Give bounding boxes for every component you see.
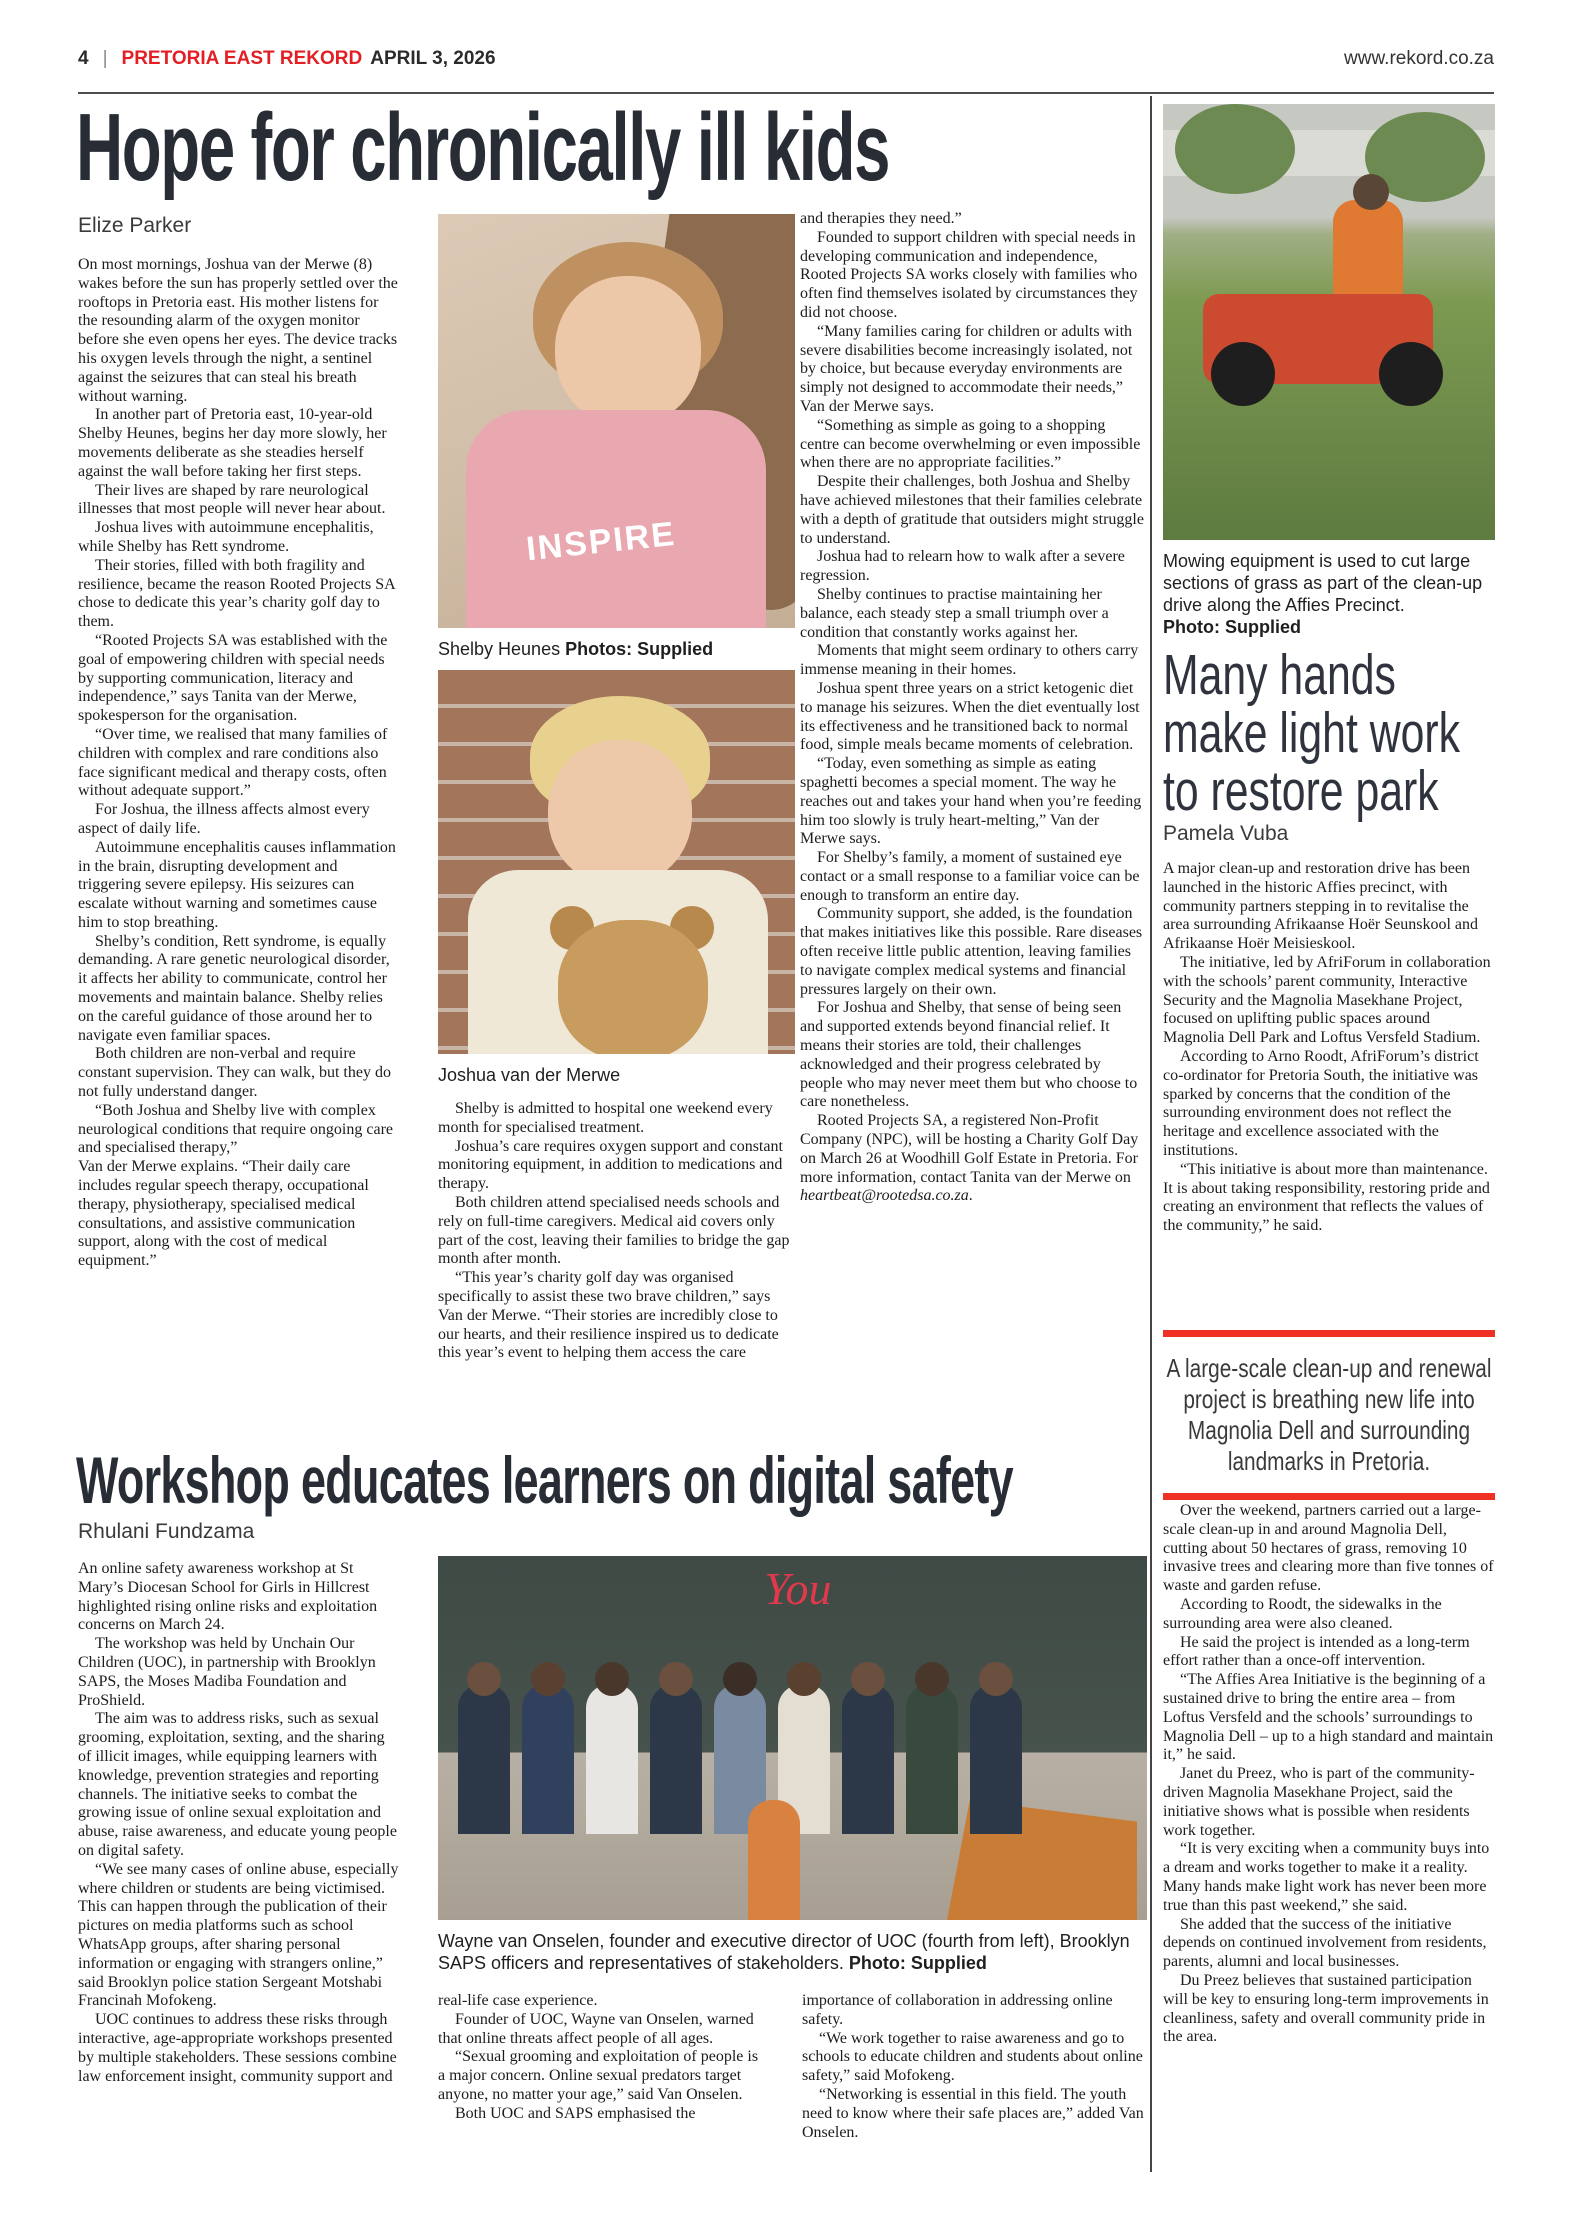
paragraph: According to Arno Roodt, AfriForum’s district co-ordinator for Pretoria South, the initiative was sparked by concerns that the condition of the surrounding environment does not reflect the heritage and excellence associated with the institutions. <box>1163 1047 1479 1159</box>
paragraph: A major clean-up and restoration drive has been launched in the historic Affies precinct, with community partners stepping in to revitalise the area surrounding Afrikaanse Hoër Seunskool and Afrikaanse Hoër Meisieskool. <box>1163 860 1479 953</box>
person-silhouette <box>842 1684 894 1834</box>
paragraph: “Over time, we realised that many families of children with complex and rare conditions also face significant medical and therapy costs, often without adequate support.” <box>78 725 388 800</box>
person-silhouette <box>650 1684 702 1834</box>
person-silhouette <box>970 1684 1022 1834</box>
caption-credit: Photos: Supplied <box>565 639 714 659</box>
paragraph: The aim was to address risks, such as sexual grooming, exploitation, sexting, and the sharing of illicit images, while equipping learners with knowledge, prevention strategies and reporting channels. The initiative seeks to combat the growing issue of online sexual exploitation and abuse, raise awareness, and educate young people on digital safety. <box>78 1710 397 1859</box>
person-head-shape <box>979 1662 1013 1696</box>
person-silhouette <box>586 1684 638 1834</box>
column-divider <box>1150 96 1152 2172</box>
person-silhouette <box>906 1684 958 1834</box>
paragraph: The initiative, led by AfriForum in collaboration with the schools’ parent community, Interactive Security and the Magnolia Masekhane Project, focused on uplifting public spaces around Magnolia Dell Park and Loftus Versfeld Stadium. <box>1163 953 1491 1047</box>
person-silhouette <box>458 1684 510 1834</box>
park-body-2 <box>1163 1502 1495 2170</box>
paragraph: Both children are non-verbal and require constant supervision. They can walk, but they do not fully understand danger. <box>78 1045 391 1101</box>
paragraph: For Shelby’s family, a moment of sustained eye contact or a small response to a familiar voice can be enough to transform an entire day. <box>800 849 1140 904</box>
paragraph: real-life case experience. <box>438 1992 598 2009</box>
pull-quote-text: A large-scale clean-up and renewal project is breathing new life into Magnolia Dell and surrounding landmarks in Pretoria. <box>1166 1353 1492 1476</box>
paragraph: According to Roodt, the sidewalks in the surrounding area were also cleaned. <box>1163 1595 1442 1632</box>
caption-credit: Photo: Supplied <box>1163 617 1301 637</box>
paragraph: UOC continues to address these risks through interactive, age-appropriate workshops presented by multiple stakeholders. These sessions combine law enforcement insight, community support and <box>78 2011 397 2085</box>
caption-text: Joshua van der Merwe <box>438 1065 621 1085</box>
page-header <box>78 48 1494 82</box>
paragraph: “Both Joshua and Shelby live with complex neurological conditions that require ongoing care and specialised therapy,” <box>78 1101 394 1157</box>
teddy-bear-shape <box>558 920 708 1054</box>
workshop-byline: Rhulani Fundzama <box>78 1520 255 1543</box>
workshop-column-2 <box>438 1992 760 2192</box>
person-head-shape <box>851 1662 885 1696</box>
wall-banner-text: You <box>764 1563 832 1614</box>
paragraph: Their lives are shaped by rare neurological illnesses that most people will never hear about. <box>78 481 386 518</box>
person-head-shape <box>659 1662 693 1696</box>
paragraph: Founded to support children with special needs in developing communication and independence, Rooted Projects SA works closely with families who often find themselves isolated by circumstances they did not choose. <box>800 228 1138 321</box>
paragraph: Du Preez believes that sustained participation will be key to ensuring long-term improvements in cleanliness, safety and overall community pride in the area. <box>1163 1971 1489 2046</box>
paragraph: Joshua lives with autoimmune encephalitis, while Shelby has Rett syndrome. <box>78 519 374 555</box>
paragraph: “We work together to raise awareness and go to schools to educate children and students about online safety,” said Mofokeng. <box>802 2029 1143 2085</box>
paragraph: “Many families caring for children or adults with severe disabilities become increasingly isolated, not by choice, but because everyday environments are simply not designed to accommodate their needs,” Van der Merwe says. <box>800 322 1133 415</box>
page-number: 4 <box>78 48 89 69</box>
paragraph: and therapies they need.” <box>800 210 962 227</box>
paragraph: Joshua had to relearn how to walk after a severe regression. <box>800 548 1125 585</box>
person-head-shape <box>915 1662 949 1696</box>
workshop-article-title: Workshop educates learners on digital safety <box>76 1443 1013 1517</box>
masthead: PRETORIA EAST REKORD <box>121 48 363 69</box>
rider-head-shape <box>1353 174 1389 210</box>
paragraph: Moments that might seem ordinary to others carry immense meaning in their homes. <box>800 642 1139 679</box>
paragraph: On most mornings, Joshua van der Merwe (8) wakes before the sun has properly settled over the rooftops in Pretoria east. His mother listens for the resounding alarm of the oxygen monitor before she even opens her eyes. The device tracks his oxygen levels through the night, a sentinel against the seizures that can steal his breath without warning. <box>78 256 398 405</box>
shirt-shape <box>466 410 766 628</box>
caption-text: Shelby Heunes <box>438 639 566 659</box>
paragraph: For Joshua and Shelby, that sense of being seen and supported extends beyond financial relief. It means their stories are told, their challenges acknowledged and their progress celebrated by people who may never meet them but who choose to care nonetheless. <box>800 999 1138 1111</box>
person-head-shape <box>595 1662 629 1696</box>
photo-workshop-caption <box>438 1930 1147 1974</box>
paragraph: Joshua spent three years on a strict ketogenic diet to manage his seizures. When the diet eventually lost its effectiveness and he transitioned back to normal food, simple meals became moments of celebration. <box>800 679 1140 754</box>
photo-shelby-heunes <box>438 214 795 628</box>
paragraph: Shelby continues to practise maintaining her balance, each steady step a small triumph over a condition that constantly works against her. <box>800 585 1109 641</box>
paragraph: “We see many cases of online abuse, especially where children or students are being victimised. This can happen through the publication of their pictures on media platforms such as school WhatsApp groups, after sharing personal information or engaging with strangers online,” said Brooklyn police station Sergeant Motshabi Francinah Mofokeng. <box>78 1860 399 2010</box>
photo-joshua-caption <box>438 1064 795 1086</box>
paragraph: Despite their challenges, both Joshua and Shelby have achieved milestones that their families celebrate with a depth of gratitude that outsiders might struggle to understand. <box>800 473 1144 547</box>
issue-date: APRIL 3, 2026 <box>370 48 496 69</box>
paragraph <box>800 1112 1147 1206</box>
paragraph: Community support, she added, is the foundation that makes initiatives like this possible. Rare diseases often receive little public attention, leaving families to navigate complex medical systems and financial pressures largely on their own. <box>800 905 1143 998</box>
header-separator: | <box>102 48 108 69</box>
hope-column-1 <box>78 256 400 1438</box>
paragraph: He said the project is intended as a long-term effort rather than a once-off intervention. <box>1163 1633 1470 1670</box>
hope-column-2 <box>438 1100 795 1444</box>
person-silhouette <box>522 1684 574 1834</box>
paragraph: Van der Merwe explains. “Their daily care includes regular speech therapy, occupational therapy, physiotherapy, specialised medical consultations, and assistive communication support, along with the cost of medical equipment.” <box>78 1158 369 1270</box>
hope-article-title: Hope for chronically ill kids <box>76 94 890 201</box>
paragraph: Over the weekend, partners carried out a large-scale clean-up in and around Magnolia Dell, cutting about 50 hectares of grass, removing 10 invasive trees and clearing more than five tonnes of waste and garden refuse. <box>1163 1502 1494 1595</box>
workshop-column-1 <box>78 1560 400 2172</box>
caption-text: Wayne van Onselen, founder and executive director of UOC (fourth from left), Brooklyn SAPS officers and representatives of stakeholders. <box>438 1931 1130 1973</box>
park-byline: Pamela Vuba <box>1163 822 1289 845</box>
paragraph: “Sexual grooming and exploitation of people is a major concern. Online sexual predators target anyone, no matter your age,” said Van Onselen. <box>438 2048 759 2103</box>
contact-text-end: . <box>968 1187 973 1205</box>
paragraph: “This year’s charity golf day was organised specifically to assist these two brave children,” says Van der Merwe. “Their stories are incredibly close to our hearts, and their resilience inspired us to dedicate this year’s event to helping them access the care <box>438 1269 779 1362</box>
photo-mowing-equipment <box>1163 104 1495 540</box>
paragraph: “Something as simple as going to a shopping centre can become overwhelming or even impossible when there are no appropriate facilities.” <box>800 416 1141 472</box>
paragraph: For Joshua, the illness affects almost every aspect of daily life. <box>78 801 370 837</box>
photo-shelby-caption <box>438 638 795 660</box>
hope-column-3 <box>800 210 1147 1444</box>
person-head-shape <box>787 1662 821 1696</box>
paragraph: Shelby’s condition, Rett syndrome, is equally demanding. A rare genetic neurological disorder, it affects her ability to communicate, control her movements and maintain balance. Shelby relies on the careful guidance of those around her to navigate even familiar spaces. <box>78 932 390 1044</box>
paragraph: Joshua’s care requires oxygen support and constant monitoring equipment, in addition to medications and therapy. <box>438 1137 783 1193</box>
paragraph: “It is very exciting when a community buys into a dream and works together to make it a reality. Many hands make light work has never been more true than this past weekend,” she said. <box>1163 1840 1490 1914</box>
photo-workshop-group <box>438 1556 1147 1920</box>
tree-shape <box>1175 104 1295 194</box>
contact-email[interactable]: heartbeat@rootedsa.co.za <box>800 1187 969 1205</box>
paragraph: importance of collaboration in addressing online safety. <box>802 1992 1113 2028</box>
face-shape <box>548 740 692 886</box>
paragraph: “Rooted Projects SA was established with the goal of empowering children with special needs by supporting communication, literacy and independence,” says Tanita van der Merwe, spokesperson for the organisation. <box>78 631 388 725</box>
caption-credit: Photo: Supplied <box>848 1953 987 1973</box>
wheel-shape <box>1379 342 1443 406</box>
wheel-shape <box>1211 342 1275 406</box>
paragraph: The workshop was held by Unchain Our Children (UOC), in partnership with Brooklyn SAPS, the Moses Madiba Foundation and ProShield. <box>78 1635 376 1709</box>
person-head-shape <box>531 1662 565 1696</box>
workshop-column-3 <box>802 1992 1147 2192</box>
paragraph: Both children attend specialised needs schools and rely on full-time caregivers. Medical aid covers only part of the cost, leaving their families to bridge the gap month after month. <box>438 1193 790 1268</box>
paragraph: Their stories, filled with both fragility and resilience, became the reason Rooted Projects SA chose to dedicate this year’s charity golf day to them. <box>78 556 395 631</box>
photo-mower-caption <box>1163 550 1495 638</box>
hope-column-3-paragraphs <box>800 210 1147 1112</box>
paragraph: Founder of UOC, Wayne van Onselen, warned that online threats affect people of all ages. <box>438 2010 754 2047</box>
park-article-title: Many hands make light work to restore park <box>1163 643 1460 823</box>
hope-byline: Elize Parker <box>78 214 192 237</box>
contact-text: Rooted Projects SA, a registered Non-Profit Company (NPC), will be hosting a Charity Golf Day on March 26 at Woodhill Golf Estate in Pretoria. For more information, contact Tanita van der Merwe on <box>800 1112 1139 1186</box>
website-url[interactable]: www.rekord.co.za <box>1344 48 1494 69</box>
paragraph: “Today, even something as simple as eating spaghetti becomes a special moment. The way he reaches out and takes your hand when you’re feeding him too slowly is truly heart-melting,” Van der Merwe says. <box>800 755 1142 848</box>
paragraph: Janet du Preez, who is part of the community-driven Magnolia Masekhane Project, said the initiative shows what is possible when residents work together. <box>1163 1765 1475 1839</box>
paragraph: “The Affies Area Initiative is the beginning of a sustained drive to bring the entire area – from Loftus Versfeld and the schools’ surroundings to Magnolia Dell – up to a high standard and maintain it,” he said. <box>1163 1671 1494 1764</box>
park-body-1 <box>1163 860 1495 1324</box>
paragraph: “This initiative is about more than maintenance. It is about taking responsibility, restoring pride and creating an environment that reflects the values of the community,” he said. <box>1163 1160 1490 1235</box>
pull-quote <box>1163 1330 1495 1500</box>
paragraph: She added that the success of the initiative depends on continued involvement from residents, parents, alumni and local businesses. <box>1163 1915 1487 1971</box>
paragraph: Shelby is admitted to hospital one weekend every month for specialised treatment. <box>438 1100 773 1136</box>
paragraph: “Networking is essential in this field. The youth need to know where their safe places are,” added Van Onselen. <box>802 2085 1144 2141</box>
person-head-shape <box>723 1662 757 1696</box>
paragraph: Autoimmune encephalitis causes inflammation in the brain, disrupting development and triggering severe epilepsy. His seizures can escalate without warning and sometimes cause him to stop breathing. <box>78 838 396 931</box>
crouching-person-shape <box>748 1800 800 1920</box>
paragraph: An online safety awareness workshop at St Mary’s Diocesan School for Girls in Hillcrest highlighted rising online risks and exploitation concerns on March 24. <box>78 1560 378 1634</box>
photo-joshua-van-der-merwe <box>438 670 795 1054</box>
shirt-text: INSPIRE <box>524 514 678 569</box>
caption-text: Mowing equipment is used to cut large sections of grass as part of the clean-up drive along the Affies Precinct. <box>1163 551 1483 615</box>
paragraph: Both UOC and SAPS emphasised the <box>455 2104 696 2122</box>
person-head-shape <box>467 1662 501 1696</box>
face-shape <box>555 276 701 426</box>
paragraph: In another part of Pretoria east, 10-year-old Shelby Heunes, begins her day more slowly, her movements deliberate as she steadies herself against the wall before taking her first steps. <box>78 406 387 480</box>
